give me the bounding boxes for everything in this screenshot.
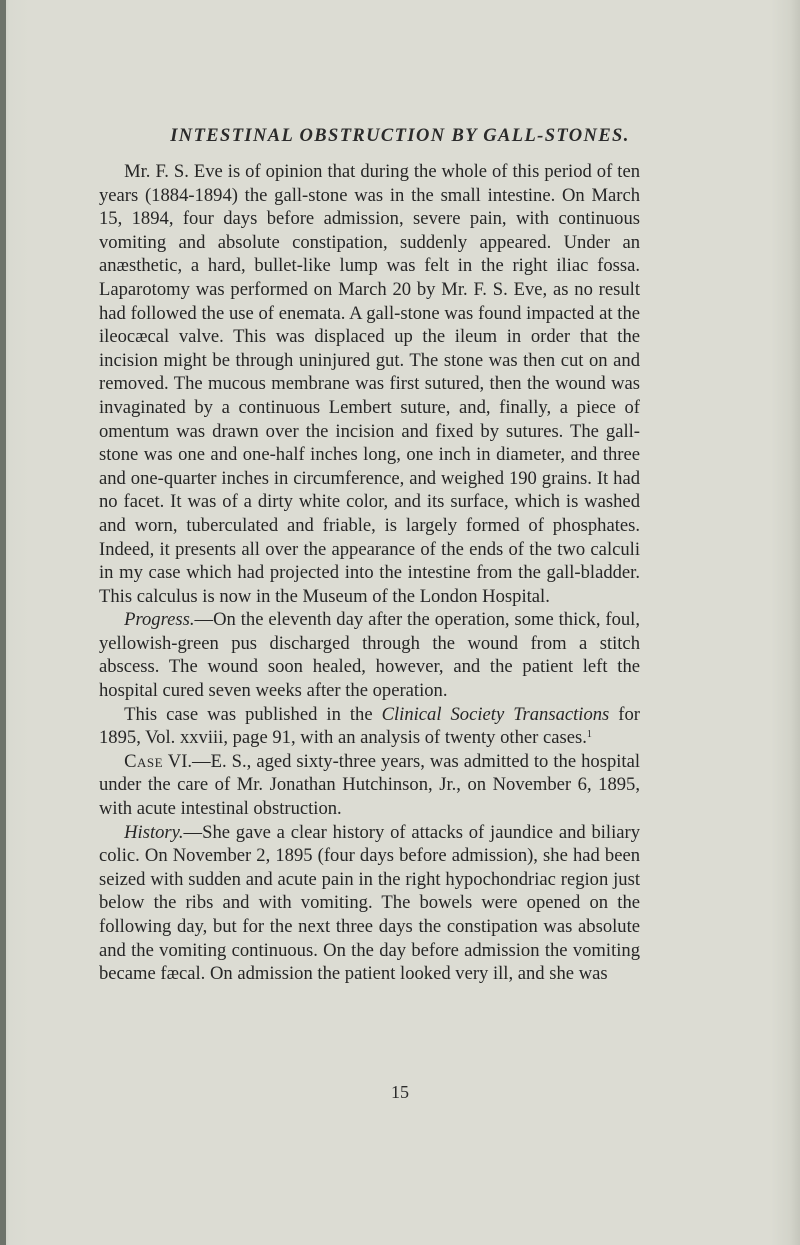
journal-title: Clinical Society Transactions (381, 703, 610, 725)
history-text: —She gave a clear history of attacks of jaundice and biliary colic. On November 2, 1895 (four days before admission), she had been seized with sudden and acute pain in the right hypochondriac region just below the ribs and with vomiting. The bowels were opened on the following day, but for the next three days the constipation was absolute and the vomiting continuous. On the day before admission the vomiting became fæcal. On admission the patient looked very ill, and she was (99, 821, 640, 985)
publication-text-before: This case was published in the (124, 703, 382, 725)
page-body (99, 160, 640, 986)
progress-heading: Progress. (124, 609, 195, 631)
history-heading: History. (124, 821, 184, 843)
progress-text: —On the eleventh day after the operation, some thick, foul, yellowish-green pus discharged through the wound from a stitch abscess. The wound soon healed, however, and the patient left the hospital cured seven weeks after the operation. (99, 609, 640, 702)
publication-text-after: for 1895, Vol. xxviii, page 91, with an analysis of twenty other cases. (99, 703, 640, 749)
running-head: INTESTINAL OBSTRUCTION BY GALL-STONES. (170, 126, 630, 146)
paragraph-progress (99, 608, 640, 702)
case-heading: Case (124, 750, 164, 772)
paragraph-case-six (99, 750, 640, 821)
page-number: 15 (391, 1082, 409, 1102)
page-binding-edge (0, 0, 6, 1245)
paragraph-gall-stone-history: Mr. F. S. Eve is of opinion that during the whole of this period of ten years (1884-1894) the gall-stone was in the small intestine. On March 15, 1894, four days before admission, severe pain, with continuous vomiting and absolute constipation, suddenly appeared. Under an anæsthetic, a hard, bullet-like lump was felt in the right iliac fossa. Laparotomy was performed on March 20 by Mr. F. S. Eve, as no result had followed the use of enemata. A gall-stone was found impacted at the ileocæcal valve. This was displaced up the ileum in order that the incision might be through uninjured gut. The stone was then cut on and removed. The mucous membrane was first sutured, then the wound was invaginated by a continuous Lembert suture, and, finally, a piece of omentum was drawn over the incision and fixed by sutures. The gall-stone was one and one-half inches long, one inch in diameter, and three and one-quarter inches in circumference, and weighed 190 grains. It had no facet. It was of a dirty white color, and its surface, which is washed and worn, tuberculated and friable, is largely formed of phosphates. Indeed, it presents all over the appearance of the ends of the two calculi in my case which had projected into the intestine from the gall-bladder. This calculus is now in the Museum of the London Hospital. (99, 161, 640, 607)
paragraph-history (99, 821, 640, 986)
footnote-marker: 1 (586, 729, 592, 741)
case-six-text: VI.—E. S., aged sixty-three years, was admitted to the hospital under the care of Mr. Jonathan Hutchinson, Jr., on November 6, 1895, with acute intestinal obstruction. (99, 750, 640, 820)
paragraph-publication (99, 703, 640, 750)
